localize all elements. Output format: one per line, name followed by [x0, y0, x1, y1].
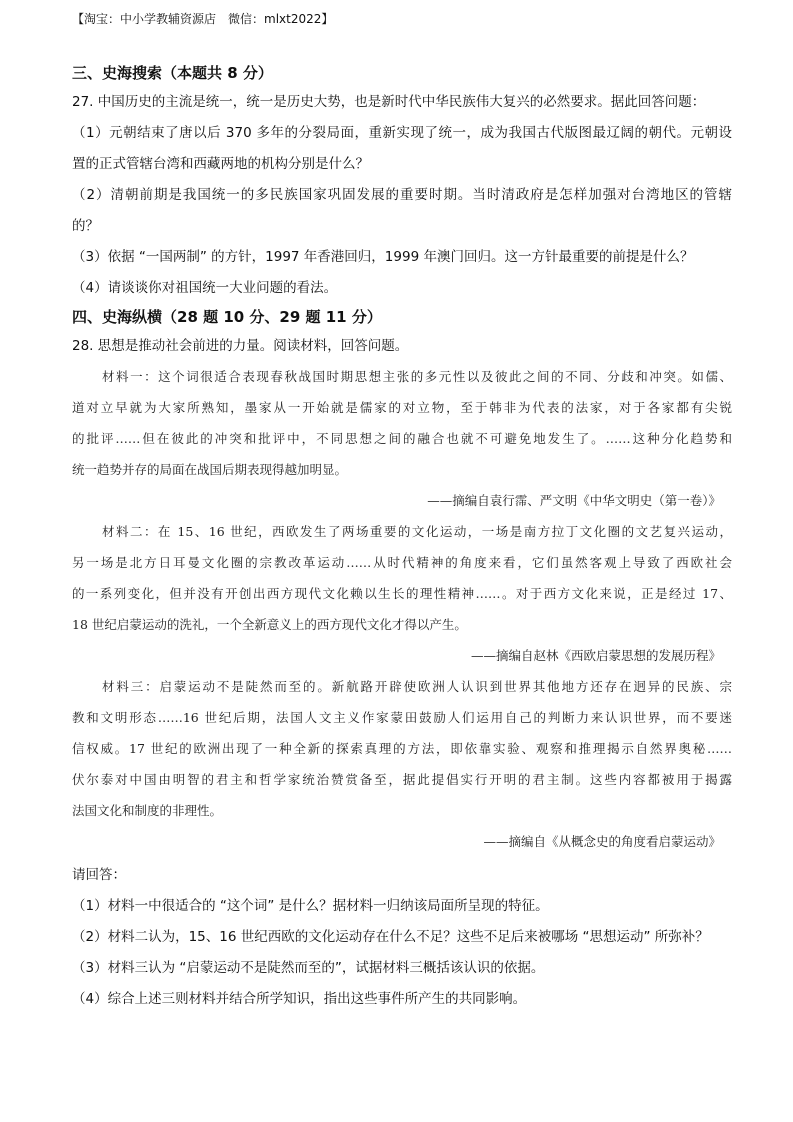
q28-stem: 28. 思想是推动社会前进的力量。阅读材料，回答问题。 — [72, 338, 409, 354]
material1-line: 统一趋势并存的局面在战国后期表现得越加明显。 — [72, 462, 348, 477]
material2-line: 的一系列变化，但并没有开创出西方现代文化赖以生长的理性精神……。对于西方文化来说，正是经过 17、 — [72, 586, 732, 601]
q28-question2: （2）材料二认为，15、16 世纪西欧的文化运动存在什么不足？这些不足后来被哪场 “思想运动” 所弥补？ — [72, 929, 709, 945]
material1-line: 的批评……但在彼此的冲突和批评中，不同思想之间的融合也就不可避免地发生了。……这种分化趋势和 — [72, 431, 732, 446]
q28-question1: （1）材料一中很适合的 “这个词” 是什么？据材料一归纳该局面所呈现的特征。 — [72, 898, 549, 914]
header-watermark: 【淘宝：中小学教辅资源店 微信：mlxt2022】 — [72, 12, 334, 26]
q27-part1-line2: 置的正式管辖台湾和西藏两地的机构分别是什么？ — [72, 156, 369, 172]
material3-line: 教和文明形态……16 世纪后期，法国人文主义作家蒙田鼓励人们运用自己的判断力来认识世界，而不要迷 — [72, 710, 732, 725]
q27-part3: （3）依据 “一国两制” 的方针，1997 年香港回归，1999 年澳门回归。这一方针最重要的前提是什么？ — [72, 249, 694, 265]
material2-line: 材料二：在 15、16 世纪，西欧发生了两场重要的文化运动，一场是南方拉丁文化圈的文艺复兴运动， — [102, 524, 732, 539]
material2-line: 另一场是北方日耳曼文化圈的宗教改革运动……从时代精神的角度来看，它们虽然客观上导致了西欧社会 — [72, 555, 732, 570]
q27-part1-line1: （1）元朝结束了唐以后 370 多年的分裂局面，重新实现了统一，成为我国古代版图最辽阔的朝代。元朝设 — [72, 125, 732, 141]
q27-part2-line1: （2）清朝前期是我国统一的多民族国家巩固发展的重要时期。当时清政府是怎样加强对台湾地区的管辖 — [72, 187, 732, 203]
section4-title: 四、史海纵横（28 题 10 分、29 题 11 分） — [72, 308, 382, 326]
material1-line: 材料一：这个词很适合表现春秋战国时期思想主张的多元性以及彼此之间的不同、分歧和冲突。如儒、 — [102, 369, 732, 384]
material1-line: 道对立早就为大家所熟知，墨家从一开始就是儒家的对立物，至于韩非为代表的法家，对于各家都有尖锐 — [72, 400, 732, 415]
section3-title: 三、史海搜索（本题共 8 分） — [72, 64, 273, 82]
q27-part4: （4）请谈谈你对祖国统一大业问题的看法。 — [72, 280, 338, 296]
answer-prompt: 请回答： — [72, 867, 126, 883]
material3-line: 信权威。17 世纪的欧洲出现了一种全新的探索真理的方法，即依靠实验、观察和推理揭示自然界奥秘…… — [72, 741, 732, 756]
material3-source: ——摘编自《从概念史的角度看启蒙运动》 — [483, 834, 721, 849]
material1-source: ——摘编自袁行霈、严文明《中华文明史（第一卷）》 — [427, 493, 721, 508]
q27-stem: 27. 中国历史的主流是统一，统一是历史大势，也是新时代中华民族伟大复兴的必然要求。据此回答问题： — [72, 94, 706, 110]
q28-question4: （4）综合上述三则材料并结合所学知识，指出这些事件所产生的共同影响。 — [72, 991, 527, 1007]
material2-line: 18 世纪启蒙运动的洗礼，一个全新意义上的西方现代文化才得以产生。 — [72, 617, 467, 632]
material3-line: 材料三：启蒙运动不是陡然而至的。新航路开辟使欧洲人认识到世界其他地方还存在迥异的民族、宗 — [102, 679, 732, 694]
q27-part2-line2: 的？ — [72, 218, 99, 234]
material3-line: 法国文化和制度的非理性。 — [72, 803, 223, 818]
material2-source: ——摘编自赵林《西欧启蒙思想的发展历程》 — [470, 648, 721, 663]
material3-line: 伏尔泰对中国由明智的君主和哲学家统治赞赏备至，据此提倡实行开明的君主制。这些内容都被用于揭露 — [72, 772, 732, 787]
q28-question3: （3）材料三认为 “启蒙运动不是陡然而至的”，试据材料三概括该认识的依据。 — [72, 960, 545, 976]
